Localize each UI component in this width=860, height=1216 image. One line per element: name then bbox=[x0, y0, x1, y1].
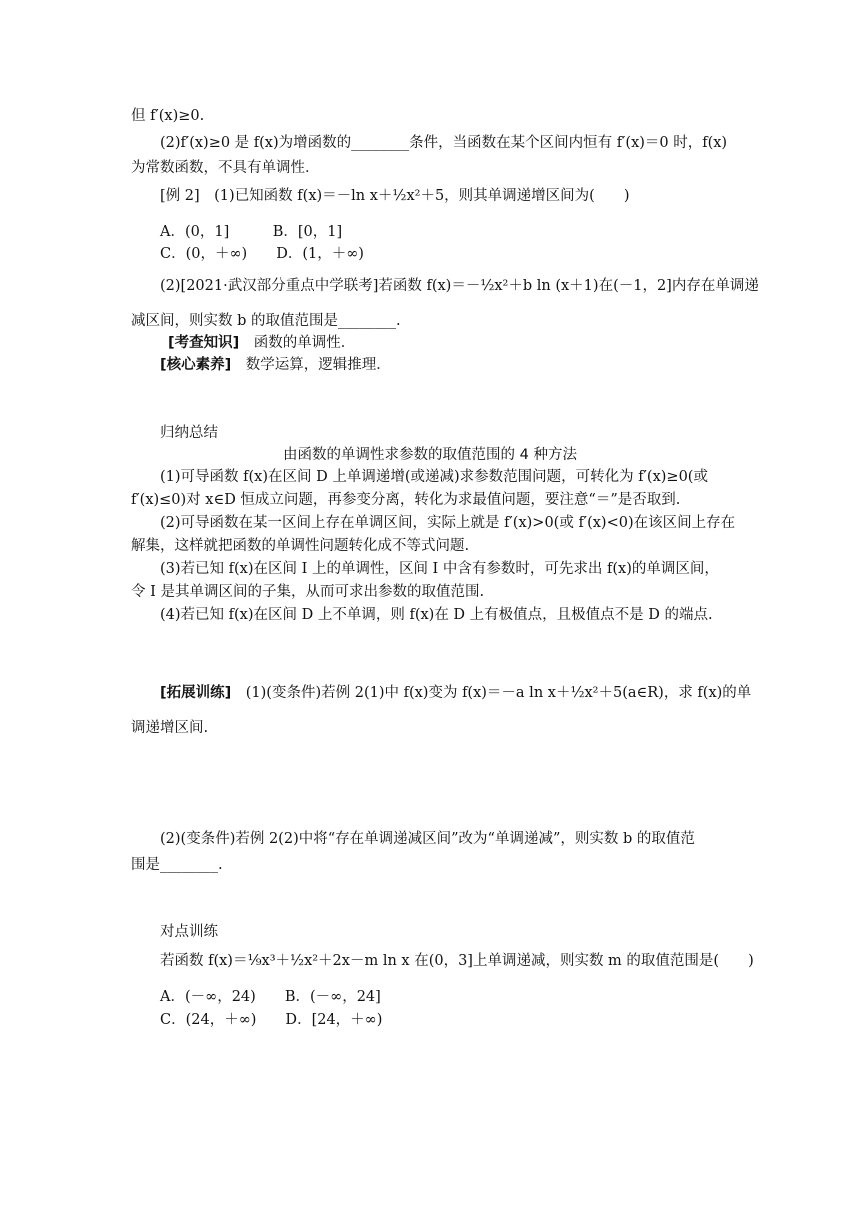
line-text: 数学运算，逻辑推理． bbox=[231, 357, 391, 373]
text-line: A．(0，1] B．[0，1] bbox=[160, 224, 343, 240]
text-line: 围是________. bbox=[131, 857, 223, 873]
text-line: 对点训练 bbox=[160, 924, 218, 940]
text-line: f′(x)≤0)对 x∈D 恒成立问题，再参变分离，转化为求最值问题，要注意“＝”是否取到. bbox=[131, 492, 681, 508]
text-line: 令 I 是其单调区间的子集，从而可求出参数的取值范围. bbox=[131, 584, 485, 600]
text-line: (2)[2021·武汉部分重点中学联考]若函数 f(x)＝－½x²＋b ln (x＋1)在(－1，2]内存在单调递 bbox=[160, 278, 759, 294]
line-text: 函数的单调性． bbox=[239, 335, 356, 351]
bold-label: [拓展训练] bbox=[160, 685, 232, 701]
text-line: [例 2] (1)已知函数 f(x)＝－ln x＋½x²＋5，则其单调递增区间为( ) bbox=[160, 188, 630, 204]
text-line bbox=[168, 333, 355, 353]
text-line: 若函数 f(x)＝⅑x³＋½x²＋2x－m ln x 在(0，3]上单调递减，则实数 m 的取值范围是( ) bbox=[160, 953, 754, 969]
text-line: (3)若已知 f(x)在区间 I 上的单调性，区间 I 中含有参数时，可先求出 f(x)的单调区间， bbox=[160, 561, 719, 577]
text-line: C．(0，＋∞) D．(1，＋∞) bbox=[160, 246, 364, 262]
text-line: (2)(变条件)若例 2(2)中将“存在单调递减区间”改为“单调递减”，则实数 b 的取值范 bbox=[160, 831, 695, 847]
text-line: (1)可导函数 f(x)在区间 D 上单调递增(或递减)求参数范围问题，可转化为 f′(x)≥0(或 bbox=[160, 469, 708, 485]
bold-label: [考查知识] bbox=[168, 335, 240, 351]
text-line: (2)f′(x)≥0 是 f(x)为增函数的________条件，当函数在某个区间内恒有 f′(x)＝0 时，f(x) bbox=[160, 135, 728, 151]
text-line bbox=[160, 683, 751, 703]
text-line: 调递增区间. bbox=[131, 720, 209, 736]
text-line: 为常数函数，不具有单调性． bbox=[131, 160, 320, 176]
line-text: (1)(变条件)若例 2(1)中 f(x)变为 f(x)＝－a ln x＋½x²＋5(a∈R)，求 f(x)的单 bbox=[231, 685, 752, 701]
text-line: 由函数的单调性求参数的取值范围的 4 种方法 bbox=[283, 447, 577, 463]
text-line: 归纳总结 bbox=[160, 425, 218, 441]
text-line: (4)若已知 f(x)在区间 D 上不单调，则 f(x)在 D 上有极值点，且极值点不是 D 的端点. bbox=[160, 607, 713, 623]
text-line: 解集，这样就把函数的单调性问题转化成不等式问题. bbox=[131, 538, 470, 554]
text-line: 减区间，则实数 b 的取值范围是________. bbox=[131, 313, 401, 329]
text-line: A．(－∞，24) B．(－∞，24] bbox=[160, 989, 381, 1005]
text-line bbox=[160, 355, 391, 375]
bold-label: [核心素养] bbox=[160, 357, 232, 373]
text-line: (2)可导函数在某一区间上存在单调区间，实际上就是 f′(x)>0(或 f′(x)<0)在该区间上存在 bbox=[160, 515, 736, 531]
text-line: C．(24，＋∞) D．[24，＋∞) bbox=[160, 1012, 383, 1028]
text-line: 但 f′(x)≥0. bbox=[131, 108, 205, 124]
